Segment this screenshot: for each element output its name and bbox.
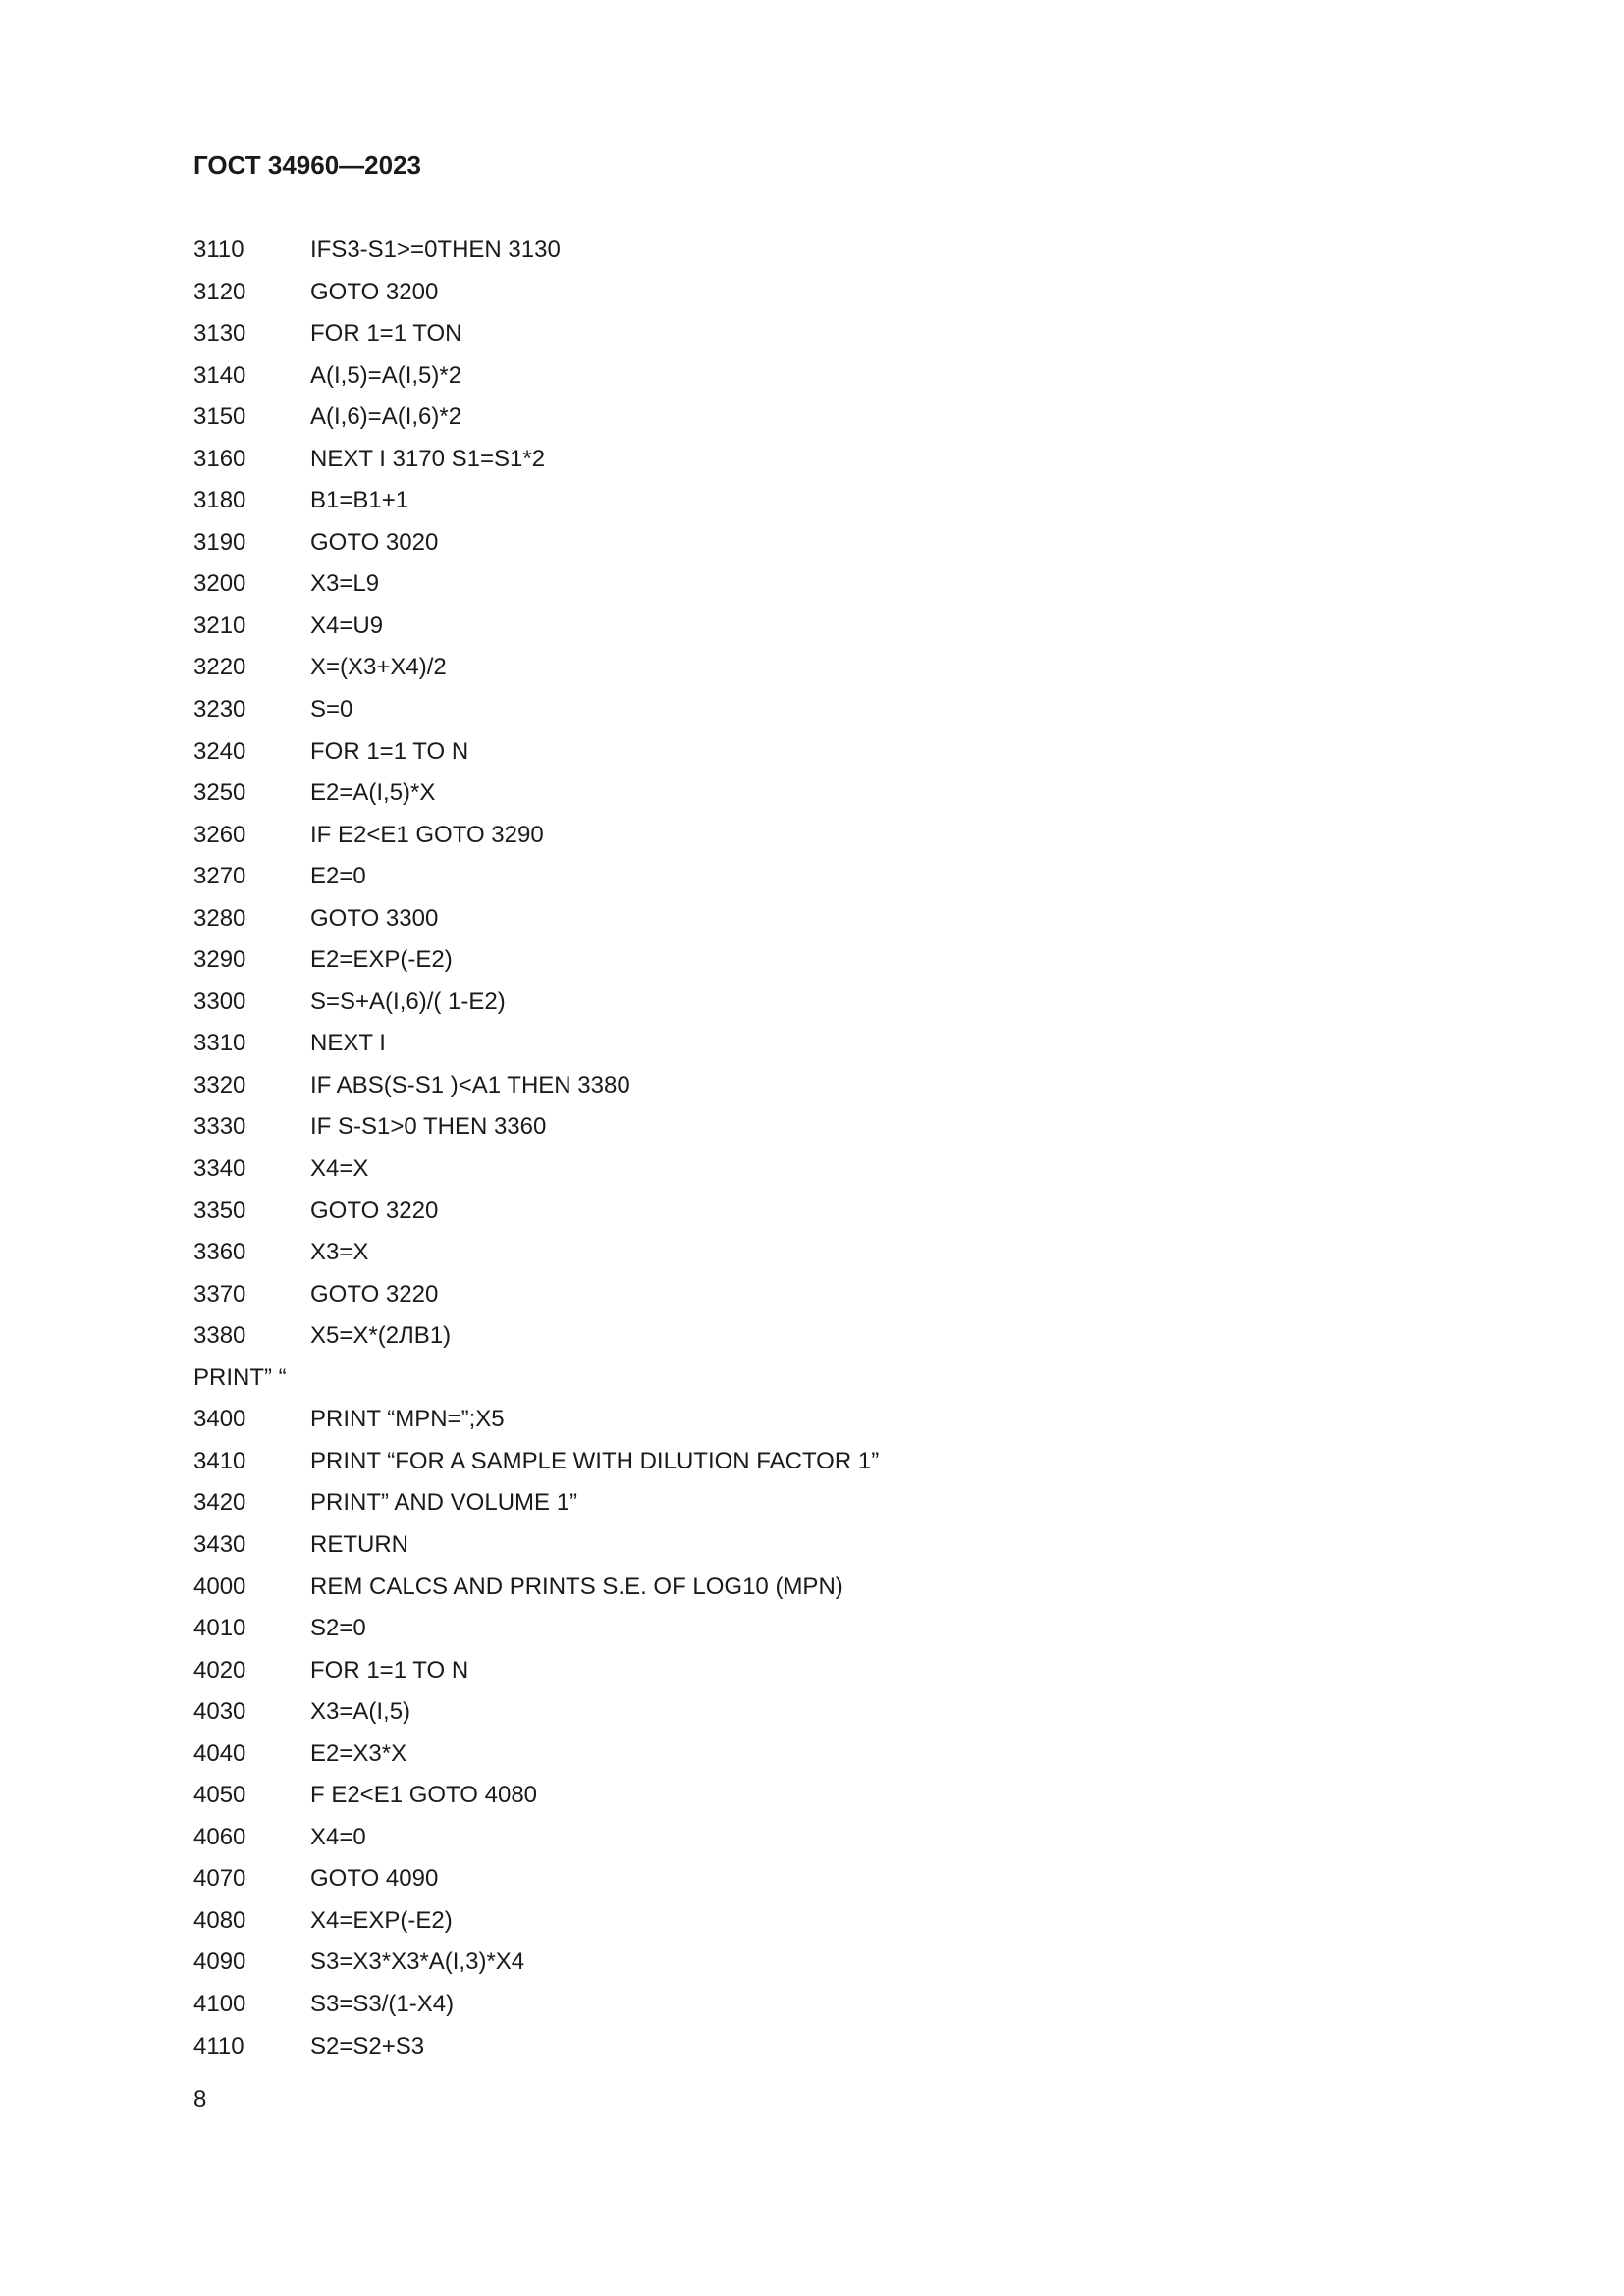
- code-line: [193, 1734, 879, 1776]
- line-number: 3420: [193, 1489, 246, 1517]
- line-statement: B1=B1+1: [310, 487, 409, 514]
- line-statement: GOTO 3020: [310, 528, 439, 556]
- code-line: [193, 898, 879, 940]
- line-number: 3370: [193, 1280, 246, 1308]
- line-number: 3310: [193, 1030, 246, 1057]
- code-line: [193, 1691, 879, 1734]
- line-number: 3120: [193, 278, 246, 305]
- line-number: 3130: [193, 320, 246, 347]
- line-statement: X3=A(I,5): [310, 1698, 411, 1726]
- line-number: 3160: [193, 445, 246, 472]
- code-line: [193, 1274, 879, 1316]
- line-statement: FOR 1=1 TO N: [310, 1656, 469, 1683]
- line-statement: E2=X3*X: [310, 1739, 407, 1767]
- code-line: [193, 397, 879, 439]
- line-statement: S=0: [310, 696, 353, 723]
- code-line: [193, 1942, 879, 1984]
- code-line: [193, 1900, 879, 1943]
- code-line: [193, 689, 879, 731]
- line-number: PRINT” “: [193, 1363, 287, 1391]
- line-statement: X4=X: [310, 1155, 369, 1183]
- line-number: 3150: [193, 403, 246, 431]
- line-statement: S=S+A(I,6)/( 1-E2): [310, 988, 506, 1015]
- line-statement: X3=L9: [310, 570, 380, 598]
- line-number: 4040: [193, 1739, 246, 1767]
- code-line: [193, 1106, 879, 1148]
- line-statement: PRINT” AND VOLUME 1”: [310, 1489, 578, 1517]
- line-number: 4090: [193, 1949, 246, 1976]
- code-listing: [193, 230, 879, 2067]
- code-line: [193, 1984, 879, 2026]
- code-line: [193, 1023, 879, 1065]
- code-line: [193, 439, 879, 481]
- line-number: 4010: [193, 1615, 246, 1642]
- code-line: [193, 1817, 879, 1859]
- code-line: [193, 982, 879, 1024]
- line-number: 3220: [193, 654, 246, 681]
- line-number: 3230: [193, 696, 246, 723]
- code-line: [193, 313, 879, 355]
- code-line: [193, 647, 879, 689]
- line-statement: X=(X3+X4)/2: [310, 654, 447, 681]
- line-number: 3110: [193, 237, 244, 263]
- line-statement: PRINT “MPN=”;X5: [310, 1406, 505, 1433]
- code-line: [193, 856, 879, 898]
- line-statement: RETURN: [310, 1530, 408, 1558]
- line-number: 3350: [193, 1197, 246, 1224]
- code-line: [193, 1775, 879, 1817]
- line-statement: E2=EXP(-E2): [310, 946, 453, 974]
- code-line: [193, 815, 879, 857]
- line-statement: S3=S3/(1-X4): [310, 1990, 455, 2017]
- line-statement: REM CALCS AND PRINTS S.E. OF LOG10 (MPN): [310, 1573, 843, 1600]
- line-number: 3430: [193, 1530, 246, 1558]
- line-statement: X4=EXP(-E2): [310, 1906, 453, 1934]
- line-statement: GOTO 3220: [310, 1197, 439, 1224]
- line-statement: S2=S2+S3: [310, 2032, 425, 2059]
- code-line: [193, 355, 879, 398]
- line-statement: IF S-S1>0 THEN 3360: [310, 1113, 547, 1141]
- line-number: 3400: [193, 1406, 246, 1433]
- code-line: [193, 1608, 879, 1650]
- document-header: ГОСТ 34960—2023: [193, 150, 421, 180]
- line-number: 3360: [193, 1239, 246, 1266]
- line-number: 3410: [193, 1447, 246, 1474]
- code-line: [193, 1858, 879, 1900]
- line-number: 4050: [193, 1782, 246, 1809]
- line-statement: IF ABS(S-S1 )<A1 THEN 3380: [310, 1071, 630, 1098]
- line-number: 3270: [193, 863, 246, 890]
- line-number: 3290: [193, 946, 246, 974]
- line-number: 4060: [193, 1823, 246, 1850]
- line-number: 4070: [193, 1865, 246, 1893]
- code-line: [193, 731, 879, 774]
- line-statement: IF E2<E1 GOTO 3290: [310, 821, 544, 848]
- code-line: [193, 1650, 879, 1692]
- code-line: [193, 1232, 879, 1274]
- code-line: [193, 1315, 879, 1358]
- code-line: [193, 1358, 879, 1400]
- line-number: 3260: [193, 821, 246, 848]
- line-statement: A(I,6)=A(I,6)*2: [310, 403, 462, 431]
- line-statement: A(I,5)=A(I,5)*2: [310, 361, 462, 389]
- line-number: 3340: [193, 1155, 246, 1183]
- line-statement: S3=X3*X3*A(I,3)*X4: [310, 1949, 525, 1976]
- code-line: [193, 1191, 879, 1233]
- line-number: 3210: [193, 612, 246, 639]
- line-number: 3180: [193, 487, 246, 514]
- code-line: [193, 1524, 879, 1567]
- code-line: [193, 2026, 879, 2068]
- code-line: [193, 773, 879, 815]
- line-number: 4100: [193, 1990, 246, 2017]
- line-statement: F E2<E1 GOTO 4080: [310, 1782, 538, 1809]
- line-statement: X4=0: [310, 1823, 366, 1850]
- line-number: 3280: [193, 904, 246, 932]
- line-statement: X3=X: [310, 1239, 369, 1266]
- line-number: 3320: [193, 1071, 246, 1098]
- line-statement: S2=0: [310, 1615, 366, 1642]
- code-line: [193, 1148, 879, 1191]
- code-line: [193, 1065, 879, 1107]
- line-statement: FOR 1=1 TON: [310, 320, 462, 347]
- code-line: [193, 1567, 879, 1609]
- line-statement: NEXT I: [310, 1030, 386, 1057]
- line-number: 3190: [193, 528, 246, 556]
- line-number: 4110: [193, 2032, 244, 2059]
- line-number: 3140: [193, 361, 246, 389]
- line-number: 3330: [193, 1113, 246, 1141]
- line-number: 4020: [193, 1656, 246, 1683]
- line-number: 3200: [193, 570, 246, 598]
- code-line: [193, 230, 879, 272]
- line-statement: FOR 1=1 TO N: [310, 737, 469, 765]
- page-number: 8: [193, 2086, 207, 2112]
- code-line: [193, 563, 879, 606]
- line-statement: PRINT “FOR A SAMPLE WITH DILUTION FACTOR 1”: [310, 1447, 880, 1474]
- code-line: [193, 272, 879, 314]
- line-statement: X4=U9: [310, 612, 384, 639]
- line-statement: E2=0: [310, 863, 366, 890]
- code-line: [193, 1482, 879, 1524]
- line-statement: GOTO 3300: [310, 904, 439, 932]
- code-line: [193, 606, 879, 648]
- line-statement: IFS3-S1>=0THEN 3130: [310, 237, 561, 263]
- line-statement: GOTO 3220: [310, 1280, 439, 1308]
- code-line: [193, 939, 879, 982]
- line-statement: GOTO 4090: [310, 1865, 439, 1893]
- code-line: [193, 1441, 879, 1483]
- line-statement: E2=A(I,5)*X: [310, 779, 436, 807]
- line-number: 4000: [193, 1573, 246, 1600]
- line-statement: GOTO 3200: [310, 278, 439, 305]
- code-line: [193, 1399, 879, 1441]
- line-number: 3380: [193, 1322, 246, 1350]
- line-number: 3250: [193, 779, 246, 807]
- code-line: [193, 522, 879, 564]
- line-statement: NEXT I 3170 S1=S1*2: [310, 445, 546, 472]
- line-number: 4030: [193, 1698, 246, 1726]
- line-statement: X5=X*(2ЛB1): [310, 1322, 452, 1350]
- code-line: [193, 480, 879, 522]
- line-number: 3300: [193, 988, 246, 1015]
- line-number: 4080: [193, 1906, 246, 1934]
- line-number: 3240: [193, 737, 246, 765]
